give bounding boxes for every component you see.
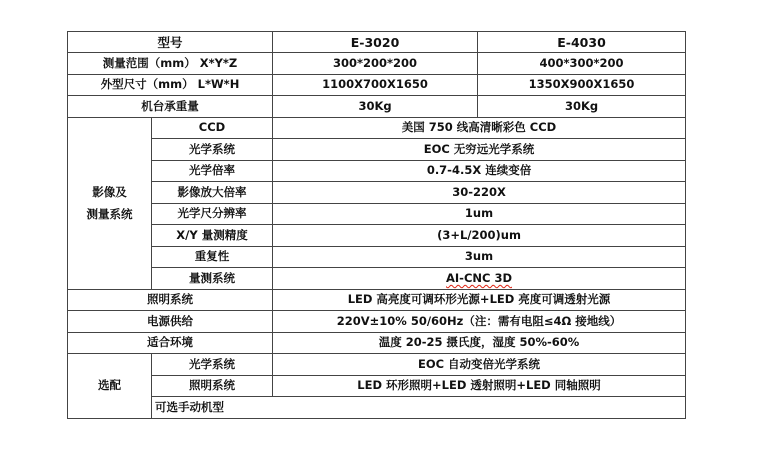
outer-size-model-a: 1100X700X1650 bbox=[273, 74, 478, 96]
outer-size-label: 外型尺寸（mm） L*W*H bbox=[68, 74, 273, 96]
model-b-header: E-4030 bbox=[478, 32, 686, 53]
imaging-label: 光学尺分辨率 bbox=[152, 203, 273, 225]
load-model-a: 30Kg bbox=[273, 96, 478, 118]
options-row bbox=[68, 375, 686, 397]
options-label: 照明系统 bbox=[152, 375, 273, 397]
outer-size-model-b: 1350X900X1650 bbox=[478, 74, 686, 96]
imaging-label: CCD bbox=[152, 117, 273, 139]
lighting-label: 照明系统 bbox=[68, 289, 273, 311]
power-row bbox=[68, 311, 686, 333]
options-row bbox=[68, 354, 686, 376]
options-group-label: 选配 bbox=[68, 354, 152, 419]
imaging-label: 光学倍率 bbox=[152, 160, 273, 182]
power-value: 220V±10% 50/60Hz（注：需有电阻≤4Ω 接地线） bbox=[273, 311, 686, 333]
outer-size-row bbox=[68, 74, 686, 96]
imaging-value: 3um bbox=[273, 246, 686, 268]
environment-value: 温度 20-25 摄氏度，湿度 50%-60% bbox=[273, 332, 686, 354]
imaging-value: EOC 无穷远光学系统 bbox=[273, 139, 686, 161]
imaging-group-label-line1: 影像及 bbox=[92, 185, 127, 199]
measure-system-value: AI-CNC 3D bbox=[446, 270, 513, 285]
imaging-row bbox=[68, 268, 686, 290]
imaging-value: 1um bbox=[273, 203, 686, 225]
lighting-row bbox=[68, 289, 686, 311]
load-label: 机台承重量 bbox=[68, 96, 273, 118]
imaging-row bbox=[68, 160, 686, 182]
imaging-row bbox=[68, 117, 686, 139]
load-model-b: 30Kg bbox=[478, 96, 686, 118]
power-label: 电源供给 bbox=[68, 311, 273, 333]
measure-range-model-a: 300*200*200 bbox=[273, 53, 478, 75]
environment-label: 适合环境 bbox=[68, 332, 273, 354]
imaging-label: 重复性 bbox=[152, 246, 273, 268]
imaging-label: 量测系统 bbox=[152, 268, 273, 290]
imaging-group-label bbox=[68, 117, 152, 289]
imaging-value: 美国 750 线高清晰彩色 CCD bbox=[273, 117, 686, 139]
header-row bbox=[68, 32, 686, 53]
measure-range-label: 测量范围（mm） X*Y*Z bbox=[68, 53, 273, 75]
options-value: LED 环形照明+LED 透射照明+LED 同轴照明 bbox=[273, 375, 686, 397]
imaging-row bbox=[68, 203, 686, 225]
imaging-group-label-line2: 测量系统 bbox=[86, 207, 133, 221]
imaging-row bbox=[68, 225, 686, 247]
options-value: EOC 自动变倍光学系统 bbox=[273, 354, 686, 376]
spec-table bbox=[67, 31, 686, 419]
header-label: 型号 bbox=[68, 32, 273, 53]
model-a-header: E-3020 bbox=[273, 32, 478, 53]
imaging-label: 影像放大倍率 bbox=[152, 182, 273, 204]
environment-row bbox=[68, 332, 686, 354]
imaging-value: 0.7-4.5X 连续变倍 bbox=[273, 160, 686, 182]
options-label: 光学系统 bbox=[152, 354, 273, 376]
manual-note: 可选手动机型 bbox=[152, 397, 686, 419]
imaging-label: X/Y 量测精度 bbox=[152, 225, 273, 247]
imaging-value bbox=[273, 268, 686, 290]
lighting-value: LED 高亮度可调环形光源+LED 亮度可调透射光源 bbox=[273, 289, 686, 311]
imaging-row bbox=[68, 139, 686, 161]
imaging-value: 30-220X bbox=[273, 182, 686, 204]
manual-note-row bbox=[68, 397, 686, 419]
load-row bbox=[68, 96, 686, 118]
imaging-value: (3+L/200)um bbox=[273, 225, 686, 247]
imaging-row bbox=[68, 246, 686, 268]
measure-range-row bbox=[68, 53, 686, 75]
measure-range-model-b: 400*300*200 bbox=[478, 53, 686, 75]
imaging-label: 光学系统 bbox=[152, 139, 273, 161]
imaging-row bbox=[68, 182, 686, 204]
